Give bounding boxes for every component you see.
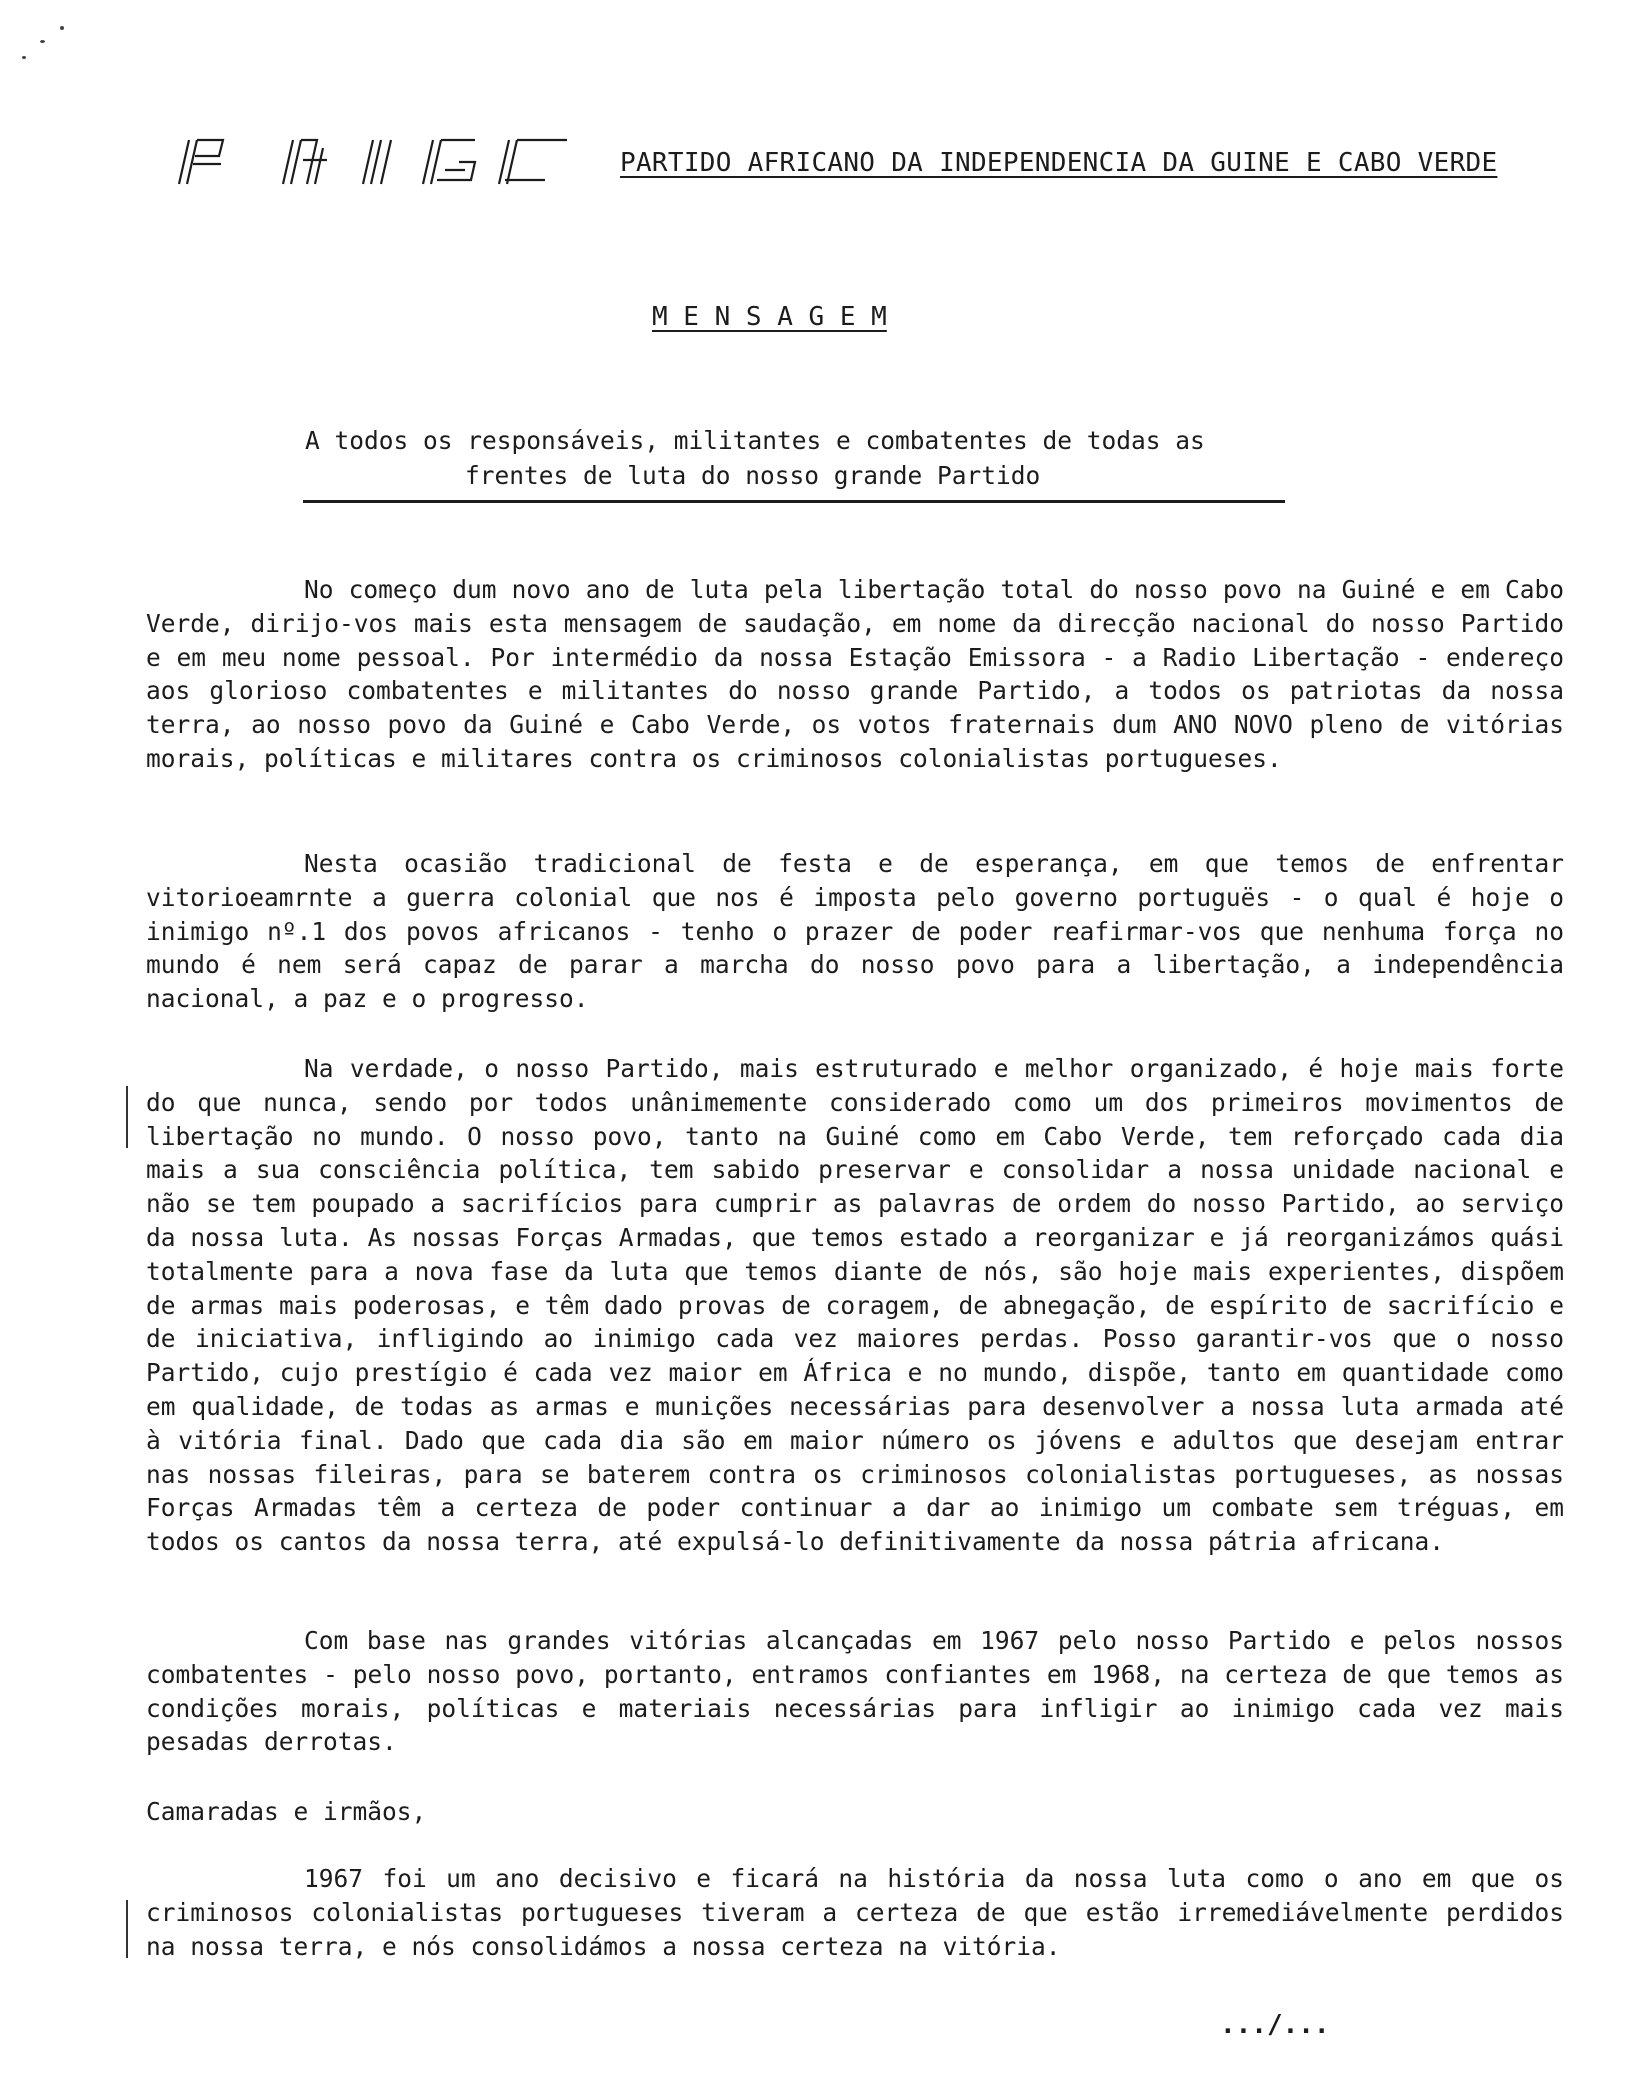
continuation-mark: .../... bbox=[1220, 2010, 1330, 2040]
margin-mark-1 bbox=[126, 1086, 128, 1148]
greeting-line: Camaradas e irmãos, bbox=[146, 1797, 427, 1826]
scan-speck bbox=[40, 40, 45, 43]
margin-mark-2 bbox=[126, 1900, 128, 1958]
paigc-logo bbox=[175, 136, 570, 186]
addressee-line-2: frentes de luta do nosso grande Partido bbox=[465, 461, 1041, 490]
scan-speck bbox=[60, 26, 64, 30]
party-name-heading: PARTIDO AFRICANO DA INDEPENDENCIA DA GUINE E CABO VERDE bbox=[620, 148, 1498, 178]
paragraph-5: 1967 foi um ano decisivo e ficará na história da nossa luta como o ano em que os criminosos colonialistas portugueses tiveram a certeza de que estão irremediávelmente perdidos na nossa terra, e nós consolidámos a nossa certeza na vitória. bbox=[146, 1864, 1564, 1961]
message-title: M E N S A G E M bbox=[652, 302, 887, 332]
addressee-line-1: A todos os responsáveis, militantes e combatentes de todas as bbox=[305, 426, 1205, 455]
scan-speck bbox=[22, 56, 26, 59]
addressee-underline bbox=[303, 500, 1285, 503]
paragraph-4: Com base nas grandes vitórias alcançadas em 1967 pelo nosso Partido e pelos nossos combatentes - pelo nosso povo, portanto, entramos confiantes em 1968, na certeza de que temos as condições morais, políticas e materiais necessárias para infligir ao inimigo cada vez mais pesadas derrotas. bbox=[146, 1626, 1564, 1757]
addressee-block bbox=[305, 423, 1285, 493]
paragraph-2: Nesta ocasião tradicional de festa e de esperança, em que temos de enfrentar vitorioeamrnte a guerra colonial que nos é imposta pelo governo portuguës - o qual é hoje o inimigo nº.1 dos povos africanos - tenho o prazer de poder reafirmar-vos que nenhuma força no mundo é nem será capaz de parar a marcha do nosso povo para a libertação, a independência nacional, a paz e o progresso. bbox=[146, 849, 1564, 1014]
paragraph-3: Na verdade, o nosso Partido, mais estruturado e melhor organizado, é hoje mais forte do que nunca, sendo por todos unânimemente considerado como um dos primeiros movimentos de libertação no mundo. O nosso povo, tanto na Guiné como em Cabo Verde, tem reforçado cada dia mais a sua consciência política, tem sabido preservar e consolidar a nossa unidade nacional e não se tem poupado a sacrifícios para cumprir as palavras de ordem do nosso Partido, ao serviço da nossa luta. As nossas Forças Armadas, que temos estado a reorganizar e já reorganizámos quási totalmente para a nova fase da luta que temos diante de nós, são hoje mais experientes, dispõem de armas mais poderosas, e têm dado provas de coragem, de abnegação, de espírito de sacrifício e de iniciativa, infligindo ao inimigo cada vez maiores perdas. Posso garantir-vos que o nosso Partido, cujo prestígio é cada vez maior em África e no mundo, dispõe, tanto em quantidade como em qualidade, de todas as armas e munições necessárias para desenvolver a nossa luta armada até à vitória final. Dado que cada dia são em maior número os jóvens e adultos que desejam entrar nas nossas fileiras, para se baterem contra os criminosos colonialistas portugueses, as nossas Forças Armadas têm a certeza de poder continuar a dar ao inimigo um combate sem tréguas, em todos os cantos da nossa terra, até expulsá-lo definitivamente da nossa pátria africana. bbox=[146, 1054, 1564, 1557]
paragraph-1: No começo dum novo ano de luta pela libertação total do nosso povo na Guiné e em Cabo Verde, dirijo-vos mais esta mensagem de saudação, em nome da direcção nacional do nosso Partido e em meu nome pessoal. Por intermédio da nossa Estação Emissora - a Radio Libertação - endereço aos glorioso combatentes e militantes do nosso grande Partido, a todos os patriotas da nossa terra, ao nosso povo da Guiné e Cabo Verde, os votos fraternais dum ANO NOVO pleno de vitórias morais, políticas e militares contra os criminosos colonialistas portugueses. bbox=[146, 575, 1564, 773]
